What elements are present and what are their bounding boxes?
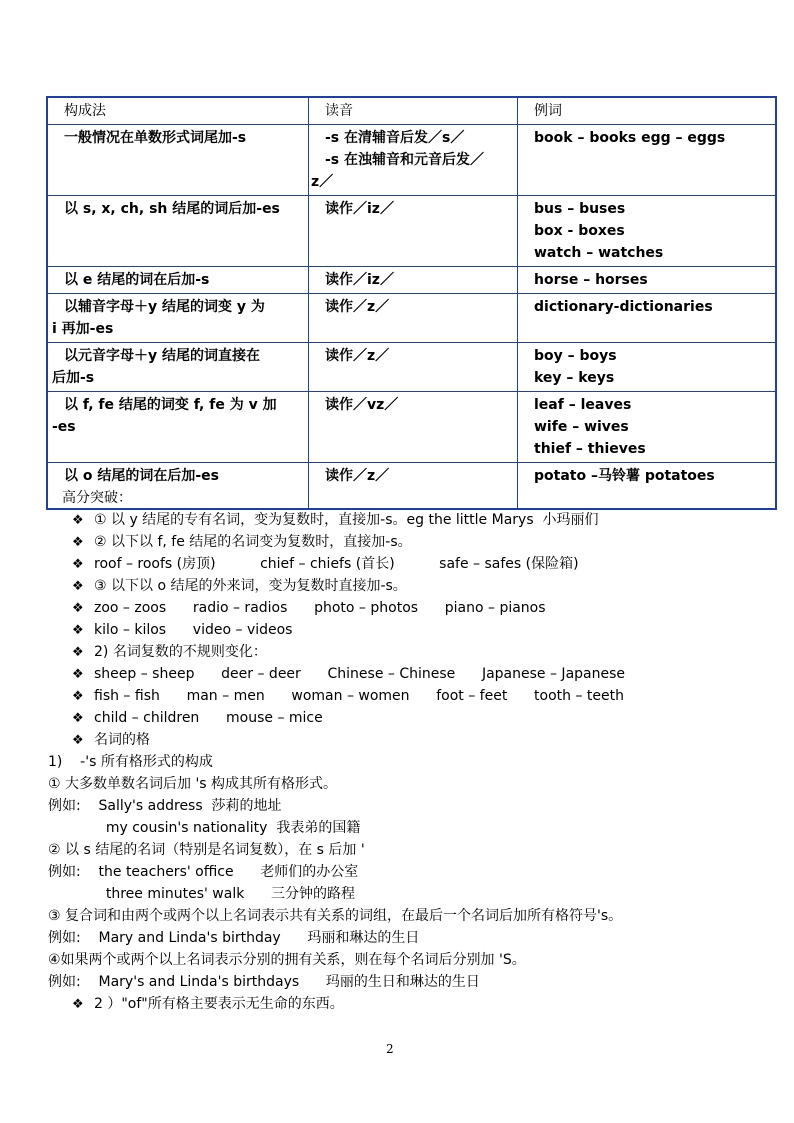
bullet-text: 2) 名词复数的不规则变化： (94, 644, 267, 660)
cell-line: 读作／z／ (325, 299, 390, 315)
cell-line: 以 o 结尾的词在后加-es (64, 468, 220, 484)
example-cell (518, 392, 777, 463)
cell-line: 以 e 结尾的词在后加-s (64, 272, 210, 288)
example-cell (518, 343, 777, 392)
bullet-item (72, 619, 292, 642)
cell-line: thief – thieves (534, 441, 646, 457)
body-line: my cousin's nationality 我表弟的国籍 (48, 820, 361, 836)
pronunciation-cell (309, 196, 518, 267)
diamond-bullet-icon: ❖ (72, 667, 84, 682)
bullet-item (72, 531, 412, 554)
header-pronunciation: 读音 (309, 97, 518, 125)
cell-line: horse – horses (534, 272, 648, 288)
cell-line: box - boxes (534, 223, 625, 239)
bullet-item (72, 575, 407, 598)
cell-line: wife – wives (534, 419, 629, 435)
bullet-text: zoo – zoos radio – radios photo – photos piano – pianos (94, 600, 546, 616)
table-row (47, 125, 776, 196)
bullet-text: ② 以下以 f, fe 结尾的名词变为复数时，直接加-s。 (94, 534, 412, 550)
cell-line: 以 s, x, ch, sh 结尾的词后加-es (64, 201, 280, 217)
example-cell (518, 267, 777, 294)
diamond-bullet-icon: ❖ (72, 535, 84, 550)
cell-line: i 再加-es (52, 321, 114, 337)
body-line: ① 大多数单数名词后加 's 构成其所有格形式。 (48, 776, 338, 792)
cell-line: dictionary-dictionaries (534, 299, 713, 315)
bullet-text: fish – fish man – men woman – women foot – feet tooth – teeth (94, 688, 624, 704)
rule-cell (47, 392, 309, 463)
diamond-bullet-icon: ❖ (72, 997, 84, 1012)
bullet-text: kilo – kilos video – videos (94, 622, 293, 638)
example-cell (518, 196, 777, 267)
table-row (47, 392, 776, 463)
bullet-text: 2 ）"of"所有格主要表示无生命的东西。 (94, 996, 344, 1012)
section-title: 高分突破： (62, 490, 132, 506)
body-line: three minutes' walk 三分钟的路程 (48, 886, 356, 902)
bullet-text: sheep – sheep deer – deer Chinese – Chinese Japanese – Japanese (94, 666, 626, 682)
table-header-row (47, 97, 776, 125)
body-line: ② 以 s 结尾的名词（特别是名词复数），在 s 后加 ' (48, 842, 365, 858)
table-row (47, 343, 776, 392)
diamond-bullet-icon: ❖ (72, 645, 84, 660)
header-rule: 构成法 (47, 97, 309, 125)
cell-line: 读作／z／ (325, 348, 390, 364)
bullet-text: ① 以 y 结尾的专有名词，变为复数时，直接加-s。eg the little Marys 小玛丽们 (94, 512, 599, 528)
bullet-item (72, 707, 323, 730)
body-line: 1) -'s 所有格形式的构成 (48, 754, 213, 770)
cell-line: -s 在清辅音后发／s／ (325, 130, 465, 146)
example-cell (518, 125, 777, 196)
header-examples: 例词 (518, 97, 777, 125)
bullet-item (72, 729, 150, 752)
pronunciation-cell (309, 463, 518, 509)
cell-line: boy – boys (534, 348, 617, 364)
body-line: ④如果两个或两个以上名词表示分别的拥有关系，则在每个名词后分别加 'S。 (48, 952, 526, 968)
cell-line: 读作／iz／ (325, 272, 394, 288)
cell-line: potato –马铃薯 potatoes (534, 468, 715, 484)
example-cell (518, 294, 777, 343)
cell-line: 读作／iz／ (325, 201, 394, 217)
diamond-bullet-icon: ❖ (72, 557, 84, 572)
body-line: 例如: Mary and Linda's birthday 玛丽和琳达的生日 (48, 930, 420, 946)
cell-line: z／ (311, 174, 334, 190)
cell-line: 一般情况在单数形式词尾加-s (64, 130, 247, 146)
body-line: ③ 复合词和由两个或两个以上名词表示共有关系的词组，在最后一个名词后加所有格符号's。 (48, 908, 623, 924)
page-number: 2 (386, 1042, 394, 1056)
table-row (47, 196, 776, 267)
bullet-text: child – children mouse – mice (94, 710, 323, 726)
pronunciation-cell (309, 267, 518, 294)
cell-line: key – keys (534, 370, 615, 386)
pronunciation-cell (309, 343, 518, 392)
bullet-item (72, 663, 625, 686)
bullet-item (72, 685, 624, 708)
cell-line: 以辅音字母＋y 结尾的词变 y 为 (64, 299, 265, 315)
cell-line: -es (52, 419, 76, 435)
cell-line: leaf – leaves (534, 397, 632, 413)
pronunciation-cell (309, 392, 518, 463)
bullet-item (72, 597, 546, 620)
table-row (47, 267, 776, 294)
rule-cell (47, 125, 309, 196)
diamond-bullet-icon: ❖ (72, 733, 84, 748)
bullet-text: 名词的格 (94, 732, 150, 748)
cell-line: 以元音字母＋y 结尾的词直接在 (64, 348, 260, 364)
rule-cell (47, 343, 309, 392)
bullet-item (72, 553, 579, 576)
pronunciation-cell (309, 294, 518, 343)
cell-line: 读作／z／ (325, 468, 390, 484)
body-line: 例如: the teachers' office 老师们的办公室 (48, 864, 359, 880)
body-line: 例如: Sally's address 莎莉的地址 (48, 798, 282, 814)
example-cell (518, 463, 777, 509)
diamond-bullet-icon: ❖ (72, 711, 84, 726)
rule-cell (47, 294, 309, 343)
bullet-item (72, 509, 599, 532)
rule-cell (47, 196, 309, 267)
pronunciation-cell (309, 125, 518, 196)
bullet-item (72, 641, 267, 664)
diamond-bullet-icon: ❖ (72, 601, 84, 616)
cell-line: watch – watches (534, 245, 664, 261)
rule-cell (47, 267, 309, 294)
diamond-bullet-icon: ❖ (72, 623, 84, 638)
diamond-bullet-icon: ❖ (72, 689, 84, 704)
table-row (47, 294, 776, 343)
cell-line: -s 在浊辅音和元音后发／ (325, 152, 485, 168)
bullet-text: ③ 以下以 o 结尾的外来词，变为复数时直接加-s。 (94, 578, 407, 594)
plural-rules-table (46, 96, 777, 510)
cell-line: book – books egg – eggs (534, 130, 726, 146)
diamond-bullet-icon: ❖ (72, 513, 84, 528)
cell-line: 以 f, fe 结尾的词变 f, fe 为 v 加 (64, 397, 277, 413)
cell-line: 后加-s (52, 370, 95, 386)
table-body (47, 125, 776, 509)
body-line: 例如: Mary's and Linda's birthdays 玛丽的生日和琳达的生日 (48, 974, 480, 990)
cell-line: bus – buses (534, 201, 626, 217)
cell-line: 读作／vz／ (325, 397, 399, 413)
bullet-text: roof – roofs (房顶) chief – chiefs (首长) safe – safes (保险箱) (94, 556, 579, 572)
table-row (47, 463, 776, 509)
diamond-bullet-icon: ❖ (72, 579, 84, 594)
